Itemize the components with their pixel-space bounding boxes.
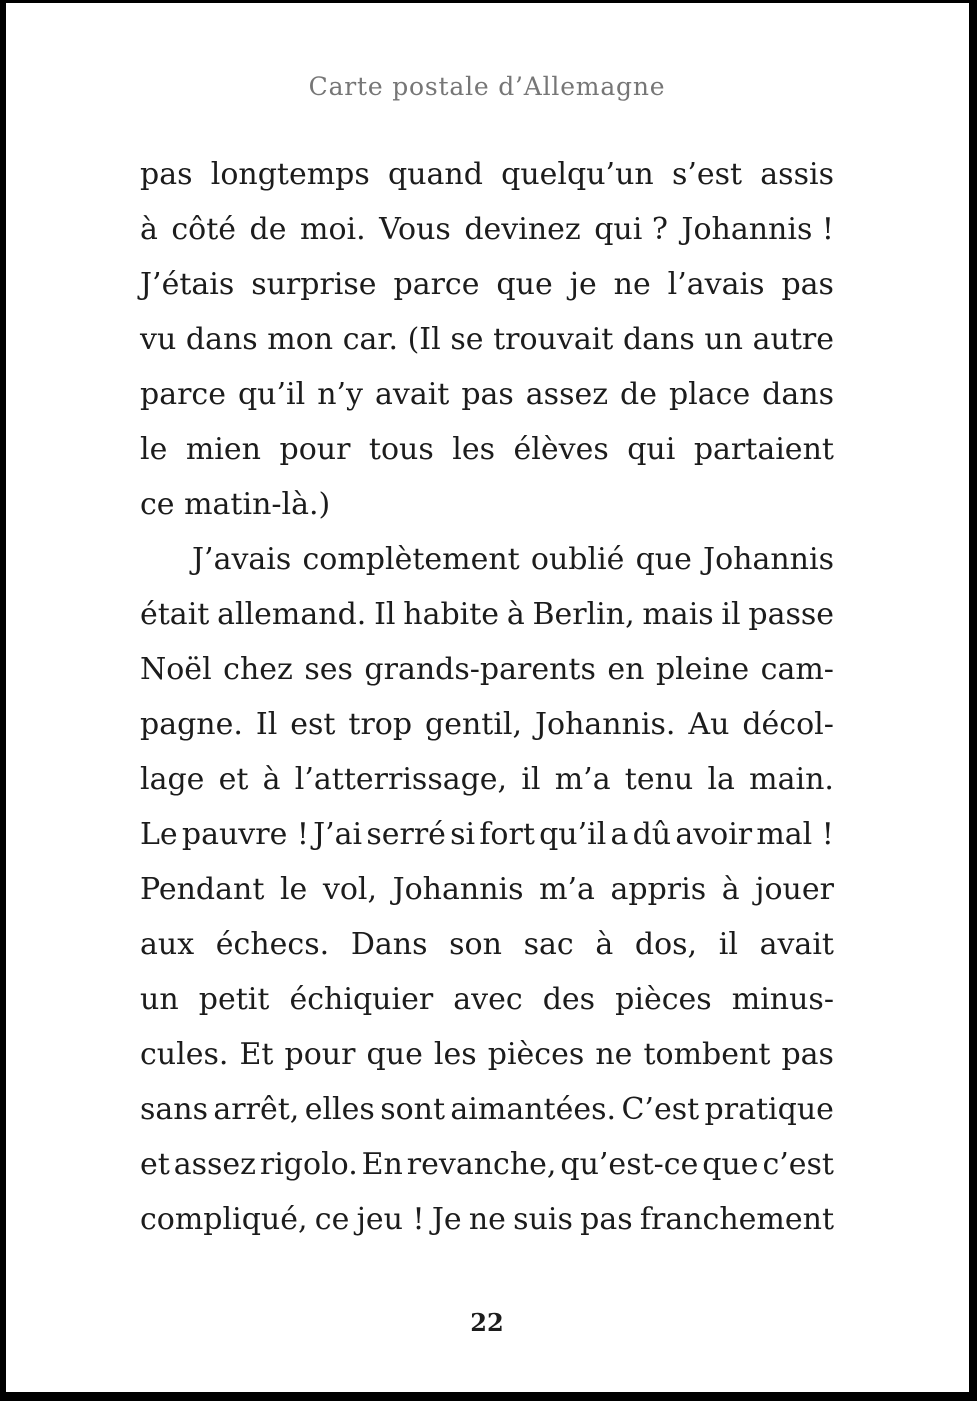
scan-edge-bottom (0, 1392, 977, 1401)
text-line: à côté de moi. Vous devinez qui ? Johannis ! (140, 212, 834, 247)
text-line: le mien pour tous les élèves qui partaient (140, 432, 834, 467)
text-line: pagne. Il est trop gentil, Johannis. Au décol- (140, 707, 834, 742)
page-number: 22 (470, 1308, 504, 1337)
running-header: Carte postale d’Allemagne (308, 72, 666, 101)
text-line: compliqué, ce jeu ! Je ne suis pas franchement (140, 1202, 834, 1237)
text-line: pas longtemps quand quelqu’un s’est assis (140, 157, 834, 192)
text-line: aux échecs. Dans son sac à dos, il avait (140, 927, 834, 962)
paragraph (140, 147, 834, 532)
text-line: lage et à l’atterrissage, il m’a tenu la main. (140, 762, 834, 797)
text-line: cules. Et pour que les pièces ne tombent pas (140, 1037, 834, 1072)
text-line: vu dans mon car. (Il se trouvait dans un autre (140, 322, 834, 357)
text-line: J’étais surprise parce que je ne l’avais pas (140, 267, 834, 302)
body-text (140, 147, 834, 1247)
text-line: Noël chez ses grands-parents en pleine cam- (140, 652, 834, 687)
text-line: ce matin-là.) (140, 487, 331, 522)
text-line: Pendant le vol, Johannis m’a appris à jouer (140, 872, 834, 907)
text-line: J’avais complètement oublié que Johannis (192, 542, 834, 577)
scan-edge-left (0, 0, 6, 1392)
scan-edge-top (0, 0, 973, 3)
text-line: sans arrêt, elles sont aimantées. C’est pratique (140, 1092, 834, 1127)
paragraph (140, 532, 834, 1247)
text-line: Le pauvre ! J’ai serré si fort qu’il a dû avoir mal ! (140, 817, 834, 852)
text-line: parce qu’il n’y avait pas assez de place dans (140, 377, 834, 412)
text-line: et assez rigolo. En revanche, qu’est-ce que c’est (140, 1147, 834, 1182)
text-line: un petit échiquier avec des pièces minus- (140, 982, 834, 1017)
text-line: était allemand. Il habite à Berlin, mais il passe (140, 597, 834, 632)
scan-edge-right (969, 0, 977, 1401)
